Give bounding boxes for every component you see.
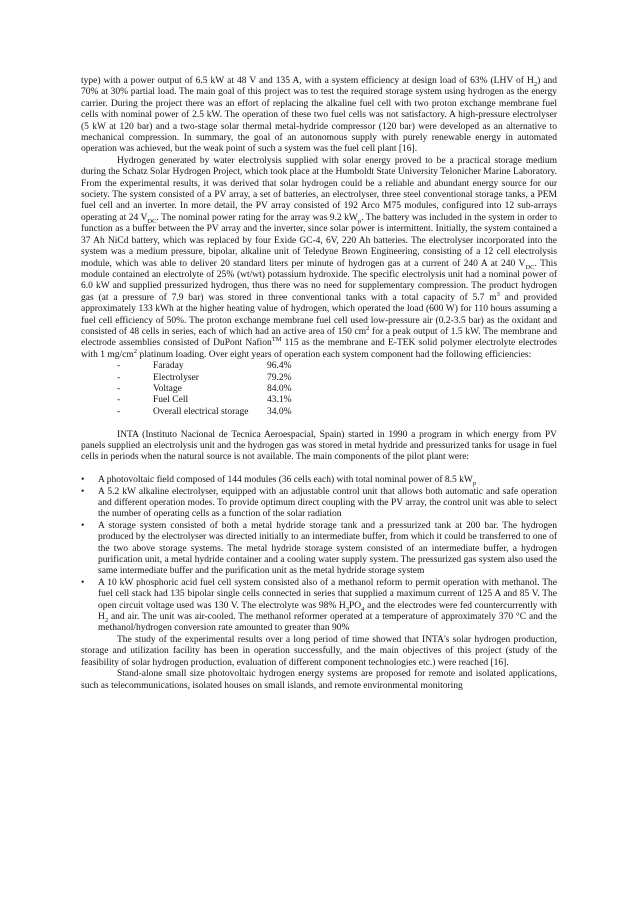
text-run: A 10 kW phosphoric acid fuel cell system consisted also of a methanol reform to permit operation with methanol. The fuel cell stack had 135 bipolar single cells connected in series that supplied a maximum current of 125 A and 85 V. The open circuit voltage used was 130 V. The electrolyte was 98% H xyxy=(98,577,557,611)
subscript: 2 xyxy=(104,616,109,624)
text-run: and provided approximately 133 kWh at the higher heating value of hydrogen, which operated the load (600 W) for 110 hours assuming a fuel cell efficiency of 50%. The proton exchange membrane fuel cell used low-pressure air (0.2-3.5 bar) as the oxidant and consisted of 48 cells in series, each of which had an active area of 150 cm xyxy=(81,292,557,337)
subscript: 2 xyxy=(533,80,538,88)
text-run: for a peak output of 1.5 kW. The membrane and electrode assemblies consisted of DuPont Nafion xyxy=(81,326,557,349)
paragraph-schatz-project xyxy=(81,156,557,361)
spacer xyxy=(81,464,557,475)
bullet-icon: • xyxy=(81,577,85,588)
table-cell: Fuel Cell xyxy=(153,395,189,406)
table-cell: 96.4% xyxy=(267,361,292,372)
bullet-icon: • xyxy=(81,486,85,497)
component-list xyxy=(81,475,557,635)
superscript: 2 xyxy=(133,347,138,355)
text-run: platinum loading. Over eight years of operation each system component had the following efficiencies: xyxy=(137,349,532,360)
text-run: PO xyxy=(349,600,362,611)
text-run: type) with a power output of 6.5 kW at 48 V and 135 A, with a system efficiency at design load of 63% (LHV of H xyxy=(81,76,534,86)
table-row xyxy=(117,361,292,372)
table-cell: Voltage xyxy=(153,383,182,394)
text-run: . The battery was included in the system in order to function as a buffer between the PV array and the inverter, since solar power is intermittent. Initially, the system contained a 37 Ah NiCd battery, which was replaced by four Exide GC-4, 6V, 220 Ah batteries. The electrolyser incorporated into the system was a medium pressure, bipolar, alkaline unit of Teledyne Brown Engineering, consisting of a 12 cell electrolysis module, which was able to deliver 20 standard liters per minute of hydrogen gas at a current of 240 A at 240 V xyxy=(81,212,558,269)
document-page xyxy=(81,76,557,692)
table-cell: Faraday xyxy=(153,361,184,372)
list-item xyxy=(81,487,557,521)
table-cell: Overall electrical storage xyxy=(153,406,249,417)
paragraph-inta-results: The study of the experimental results over a long period of time showed that INTA's solar hydrogen production, storage and utilization facility has been in operation successfully, and the main objectives of this project (study of the feasibility of solar hydrogen production, evaluation of different component technologies etc.) were reached [16]. xyxy=(81,634,557,668)
table-cell: 34.0% xyxy=(267,406,292,417)
efficiency-table xyxy=(117,361,292,418)
text-run: and the electrodes were fed countercurrently with H xyxy=(98,600,557,623)
table-cell: Electrolyser xyxy=(153,372,199,383)
text-run: A storage system consisted of both a metal hydride storage tank and a pressurized tank at 200 bar. The hydrogen produced by the electrolyser was directed initially to an intermediate buffer, from which it could be transferred to one of the two above storage systems. The metal hydride storage system consisted of an intermediate buffer, a hydrogen purification unit, a metal hydride container and a cooling water supply system. The pressurized gas system also used the same intermediate buffer and the purification unit as the metal hydride storage system xyxy=(98,520,557,577)
spacer xyxy=(81,418,557,429)
text-run: . The nominal power rating for the array was 9.2 kW xyxy=(156,212,358,223)
table-row xyxy=(117,384,292,395)
subscript: p xyxy=(357,217,362,225)
subscript: p xyxy=(472,480,477,488)
subscript: 4 xyxy=(361,605,365,613)
text-run: Hydrogen generated by water electrolysis supplied with solar energy proved to be a practical storage medium during the Schatz Solar Hydrogen Project, which took place at the Humboldt State University Telonicher Marine Laboratory. From the experimental results, it was derived that solar hydrogen could be a reliable and abundant energy source for our society. The system consisted of a PV array, a set of batteries, an electrolyser, three steel conventional storage tanks, a PEM fuel cell and an inverter. In more detail, the PV array consisted of 192 Arco M75 modules, configured into 12 sub-arrays operating at 24 V xyxy=(81,155,557,223)
bullet-icon: • xyxy=(81,520,85,531)
superscript: 3 xyxy=(496,290,500,298)
superscript: TM xyxy=(271,336,282,344)
paragraph-inta-intro: INTA (Instituto Nacional de Tecnica Aeroespacial, Spain) started in 1990 a program in which energy from PV panels supplied an electrolysis unit and the hydrogen gas was stored in metal hydride and pressurized tanks for usage in fuel cells in periods when the natural source is not available. The main components of the pilot plant were: xyxy=(81,429,557,463)
paragraph-fuel-cell-project xyxy=(81,76,557,156)
table-cell: - xyxy=(117,406,121,417)
text-run: 115 as the membrane and E-TEK solid polymer electrolyte electrodes with 1 mg/cm xyxy=(81,338,557,360)
table-row xyxy=(117,373,292,384)
bullet-icon: • xyxy=(81,475,85,486)
text-run: and air. The unit was air-cooled. The methanol reformer operated at a temperature of approximately 370 °C and the methanol/hydrogen conversion rate amounted to greater than 90% xyxy=(98,612,557,634)
paragraph-stand-alone: Stand-alone small size photovoltaic hydrogen energy systems are proposed for remote and isolated applications, such as telecommunications, isolated houses on small islands, and remote environmental monitoring xyxy=(81,669,557,691)
superscript: 2 xyxy=(366,324,370,332)
table-cell: 84.0% xyxy=(267,383,292,394)
text-run: . This module contained an electrolyte of 25% (wt/wt) potassium hydroxide. The specific electrolysis unit had a nominal power of 6.0 kW and supplied pressurized hydrogen, thus there was no need for supplementary compression. The product hydrogen gas (at a pressure of 7.9 bar) was stored in three conventional tanks with a total capacity of 5.7 m xyxy=(81,258,558,303)
table-cell: - xyxy=(117,361,121,372)
table-row xyxy=(117,407,292,418)
text-run: A photovoltaic field composed of 144 modules (36 cells each) with total nominal power of 8.5 kW xyxy=(98,475,473,486)
table-cell: 79.2% xyxy=(267,372,292,383)
subscript: 3 xyxy=(345,605,350,613)
table-cell: - xyxy=(117,383,121,394)
list-item xyxy=(81,475,557,486)
subscript: DC xyxy=(147,217,157,225)
table-cell: 43.1% xyxy=(267,395,292,406)
text-run: ) and 70% at 30% partial load. The main goal of this project was to test the required storage system using hydrogen as the energy carrier. During the project there was an effort of replacing the alkaline fuel cell with two proton exchange membrane fuel cells with nominal power of 2.5 kW. The operation of these two fuel cells was not satisfactory. A high-pressure electrolyser (5 kW at 120 bar) and a two-stage solar thermal metal-hydride compressor (120 bar) were developed as an alternative to mechanical compression. In summary, the goal of an autonomous supply with purely renewable energy in automated operation was achieved, but the weak point of such a system was the fuel cell plant [16]. xyxy=(81,76,557,155)
table-cell: - xyxy=(117,395,121,406)
table-row xyxy=(117,395,292,406)
list-item xyxy=(81,521,557,578)
text-run: A 5.2 kW alkaline electrolyser, equipped with an adjustable control unit that allows both automatic and safe operation and different operation modes. To provide optimum direct coupling with the PV array, the control unit was able to select the number of operating cells as a function of the solar radiation xyxy=(98,486,557,520)
subscript: DC xyxy=(525,263,535,271)
list-item xyxy=(81,578,557,635)
table-cell: - xyxy=(117,372,121,383)
